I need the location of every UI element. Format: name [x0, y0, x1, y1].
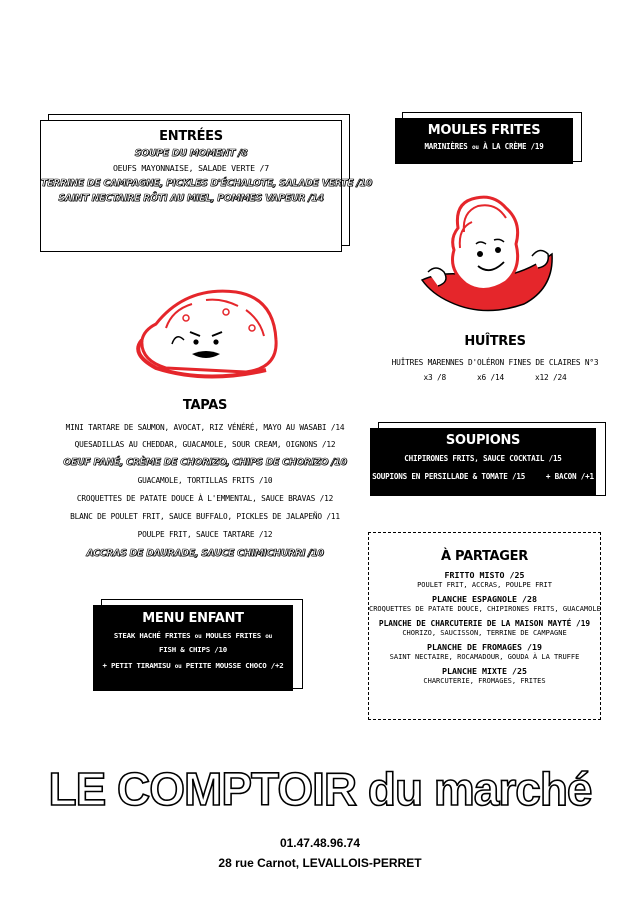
partager-item-name: PLANCHE ESPAGNOLE /28: [432, 594, 537, 604]
enfant-ou-2: ou: [265, 633, 273, 640]
moules-box: [395, 118, 573, 164]
tapas-item: CROQUETTES DE PATATE DOUCE À L'EMMENTAL, SAUCE BRAVAS /12: [76, 494, 334, 503]
partager-box: [368, 532, 601, 720]
partager-entry: [369, 570, 600, 590]
huitres-price-6: x6 /14: [477, 373, 504, 382]
address: 28 rue Carnot, LEVALLOIS-PERRET: [218, 856, 422, 870]
partager-entry: [369, 642, 600, 662]
partager-entry: [369, 618, 600, 638]
partager-item-detail: CHORIZO, SAUCISSON, TERRINE DE CAMPAGNE: [402, 629, 567, 637]
brand-logo: LE COMPTOIR du marché: [48, 763, 592, 815]
entrees-title: ENTRÉES: [159, 129, 223, 144]
soupions-title: SOUPIONS: [445, 433, 521, 448]
partager-item-name: PLANCHE DE CHARCUTERIE DE LA MAISON MAYTÉ /19: [378, 619, 591, 628]
moules-line: [395, 140, 573, 154]
tapas-item: OEUF PANÉ, CRÈME DE CHORIZO, CHIPS DE CHORIZO /10: [63, 457, 347, 468]
tapas-item: ACCRAS DE DAURADE, SAUCE CHIMICHURRI /10: [86, 548, 324, 559]
enfant-ou-3: ou: [174, 663, 182, 670]
huitres-prices: [380, 370, 610, 385]
enfant-box: [93, 605, 293, 691]
tapas-item: QUESADILLAS AU CHEDDAR, GUACAMOLE, SOUR CREAM, OIGNONS /12: [74, 440, 336, 449]
enfant-steak: STEAK HACHÉ FRITES: [113, 631, 191, 640]
moules-ou: ou: [471, 144, 479, 151]
partager-item-name: FRITTO MISTO /25: [444, 570, 525, 580]
soupions-line1: CHIPIRONES FRITS, SAUCE COCKTAIL /15: [404, 454, 562, 463]
partager-item-name: PLANCHE DE FROMAGES /19: [427, 642, 542, 652]
taco-mascot-icon: [126, 284, 291, 380]
partager-list: [369, 570, 600, 686]
entree-item: SOUPE DU MOMENT /8: [134, 148, 248, 159]
enfant-line3: [93, 656, 293, 677]
entree-item: OEUFS MAYONNAISE, SALADE VERTE /7: [112, 163, 270, 173]
enfant-title: MENU ENFANT: [142, 611, 244, 626]
enfant-line2: FISH & CHIPS /10: [159, 645, 227, 654]
huitres-subtitle: HUÎTRES MARENNES D'OLÉRON FINES DE CLAIRES N°3: [391, 358, 599, 367]
partager-item-detail: CROQUETTES DE PATATE DOUCE, CHIPIRONES FRITS, GUACAMOLE: [369, 605, 601, 613]
enfant-moules: MOULES FRITES: [205, 631, 261, 640]
tapas-list: [40, 419, 370, 563]
soupions-persillade: SOUPIONS EN PERSILLADE & TOMATE /15: [372, 472, 526, 481]
soupions-bacon: + BACON /+1: [545, 472, 594, 481]
entree-item: TERRINE DE CAMPAGNE, PICKLES D'ÉCHALOTE, SALADE VERTE /10: [41, 178, 372, 189]
moules-option-b: À LA CRÈME /19: [483, 142, 544, 151]
soupions-line2: [370, 468, 596, 486]
oyster-mascot-icon: [414, 192, 564, 316]
phone-number: 01.47.48.96.74: [279, 836, 361, 850]
tapas-item: MINI TARTARE DE SAUMON, AVOCAT, RIZ VÉNÉRÉ, MAYO AU WASABI /14: [65, 423, 345, 432]
entrees-box: [40, 120, 372, 252]
tapas-item: BLANC DE POULET FRIT, SAUCE BUFFALO, PICKLES DE JALAPEÑO /11: [70, 512, 340, 521]
enfant-line1: [93, 629, 293, 643]
enfant-tiramisu: + PETIT TIRAMISU: [102, 661, 171, 670]
huitres-price-12: x12 /24: [534, 373, 567, 382]
partager-item-detail: CHARCUTERIE, FROMAGES, FRITES: [423, 677, 546, 685]
partager-item-name: PLANCHE MIXTE /25: [442, 666, 527, 676]
tapas-section: [40, 398, 370, 563]
entree-item: SAINT NECTAIRE RÔTI AU MIEL, POMMES VAPEUR /14: [58, 193, 324, 204]
moules-title: MOULES FRITES: [427, 123, 541, 138]
partager-item-detail: POULET FRIT, ACCRAS, POULPE FRIT: [417, 581, 552, 589]
tapas-title: TAPAS: [182, 398, 228, 413]
tapas-item: GUACAMOLE, TORTILLAS FRITS /10: [137, 476, 273, 485]
huitres-price-3: x3 /8: [423, 373, 447, 382]
moules-option-a: MARINIÈRES: [424, 142, 468, 151]
tapas-item: POULPE FRIT, SAUCE TARTARE /12: [137, 530, 273, 539]
partager-title: À PARTAGER: [441, 549, 528, 564]
partager-item-detail: SAINT NECTAIRE, ROCAMADOUR, GOUDA À LA TRUFFE: [389, 653, 580, 661]
partager-entry: [369, 666, 600, 686]
huitres-section: [380, 334, 610, 385]
entrees-list: [41, 146, 372, 206]
enfant-ou: ou: [194, 633, 202, 640]
soupions-box: [370, 428, 596, 496]
enfant-mousse: PETITE MOUSSE CHOCO /+2: [185, 661, 284, 670]
partager-entry: [369, 594, 600, 614]
huitres-title: HUÎTRES: [464, 334, 526, 349]
